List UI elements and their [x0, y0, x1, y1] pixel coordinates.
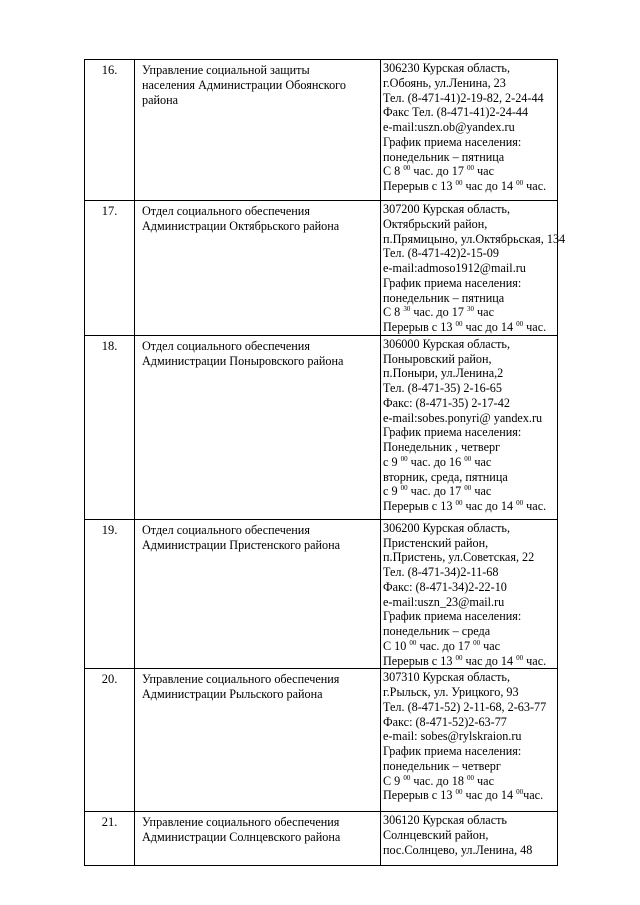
contact-text: 307200 Курская область, [383, 202, 511, 216]
office-name-line: Отдел социального обеспечения [142, 204, 310, 218]
time-minutes: 00 [464, 484, 472, 493]
contact-text: Тел. (8-471-42)2-15-09 [383, 246, 499, 261]
contact-text: 306120 Курская область [383, 813, 507, 828]
time-minutes: 00 [516, 788, 524, 797]
contact-text: e-mail:admoso1912@mail.ru [383, 261, 526, 275]
contact-text: Факс: (8-471-52)2-63-77 [383, 714, 507, 729]
contact-line [383, 550, 557, 565]
contact-text: час. до 16 [407, 454, 465, 469]
contact-line [383, 396, 557, 411]
contact-text: 307310 Курская область, [383, 670, 511, 685]
contact-text: час до 14 [462, 179, 517, 193]
contact-line [383, 499, 557, 514]
contact-line [383, 788, 557, 803]
row-number: 19. [85, 519, 135, 669]
contact-line [383, 595, 557, 610]
row-number: 17. [85, 201, 135, 336]
time-minutes: 30 [403, 305, 411, 314]
row-number: 21. [85, 812, 135, 866]
contact-line [383, 521, 557, 536]
row-number: 20. [85, 669, 135, 812]
contact-text: Солнцевский район, [383, 828, 489, 842]
contact-line [383, 670, 557, 685]
contact-text: час до 14 [462, 653, 517, 668]
office-name-line: Администрации Октябрьского района [142, 218, 340, 233]
contact-text: час. до 17 [410, 164, 467, 179]
contact-text: 306200 Курская область, [383, 520, 511, 535]
time-minutes: 00 [455, 788, 463, 797]
time-minutes: 00 [516, 320, 524, 328]
contact-text: час. до 18 [410, 773, 467, 788]
contact-text: час. до 17 [410, 305, 467, 320]
contact-line [383, 843, 557, 858]
contact-text: час [480, 638, 501, 653]
contact-line [383, 440, 557, 455]
contact-text: С 10 [383, 638, 410, 653]
time-minutes: 00 [516, 179, 524, 187]
contact-line [383, 455, 557, 470]
contact-text: вторник, среда, пятница [383, 469, 508, 484]
contact-text: График приема населения: [383, 425, 522, 440]
contact-line [383, 61, 557, 76]
contact-text: час [471, 484, 492, 499]
table-row [85, 519, 558, 669]
contact-line [383, 91, 557, 106]
office-name-line: Администрации Пристенского района [142, 537, 341, 552]
time-minutes: 00 [400, 484, 408, 493]
contact-text: час [471, 454, 492, 469]
contact-text: График приема населения: [383, 134, 522, 149]
table-row [85, 335, 558, 519]
time-minutes: 00 [403, 164, 411, 173]
contact-text: час. до 17 [407, 484, 465, 499]
contact-line [383, 352, 557, 367]
contact-line [383, 337, 557, 352]
contact-line [383, 150, 557, 165]
contact-line [383, 536, 557, 551]
document-page [84, 59, 566, 866]
contact-text: п.Пристень, ул.Советская, 22 [383, 550, 535, 565]
contact-line [383, 744, 557, 759]
time-minutes: 00 [516, 499, 524, 507]
contact-text: Тел. (8-471-34)2-11-68 [383, 565, 499, 579]
contact-line [383, 366, 557, 381]
contact-text: Тел. (8-471-41)2-19-82, 2-24-44 [383, 90, 544, 105]
contact-line [383, 624, 557, 639]
contact-line [383, 828, 557, 843]
contact-text: час. до 17 [416, 638, 474, 653]
contact-text: e-mail:uszn.ob@yandex.ru [383, 120, 515, 134]
contact-line [383, 217, 557, 232]
contact-text: Факс: (8-471-34)2-22-10 [383, 579, 507, 594]
contact-line [383, 700, 557, 715]
contact-text: с 9 [383, 454, 401, 469]
contact-text: Перерыв с 13 [383, 788, 456, 803]
time-minutes: 00 [516, 653, 524, 662]
contact-text: час [474, 305, 494, 320]
contact-text: Перерыв с 13 [383, 179, 456, 193]
office-name [135, 669, 381, 812]
time-minutes: 00 [455, 499, 463, 507]
contact-text: Факс: (8-471-35) 2-17-42 [383, 395, 510, 410]
contact-line [383, 105, 557, 120]
contact-text: График приема населения: [383, 609, 522, 624]
contact-text: Поныровский район, [383, 351, 492, 366]
contact-text: График приема населения: [383, 275, 522, 290]
contact-line [383, 164, 557, 179]
time-minutes: 30 [467, 305, 474, 314]
contact-text: п.Прямицыно, ул.Октябрьская, 134 [383, 231, 566, 246]
time-minutes: 00 [409, 638, 417, 647]
time-minutes: 00 [400, 454, 408, 463]
contact-line [383, 231, 566, 247]
table-row [85, 60, 558, 201]
contact-text: Понедельник , четверг [383, 440, 501, 454]
contact-text: Перерыв с 13 [383, 320, 456, 334]
contact-text: e-mail:sobes.ponyri@ yandex.ru [383, 410, 543, 425]
contact-text: Перерыв с 13 [383, 499, 456, 513]
table-row [85, 201, 558, 336]
contact-line [383, 320, 557, 335]
office-name-line: Администрации Солнцевского района [142, 830, 341, 845]
contact-text: e-mail:uszn_23@mail.ru [383, 594, 505, 609]
row-number: 18. [85, 335, 135, 519]
contact-line [383, 305, 557, 320]
office-name-line: Отдел социального обеспечения [142, 522, 310, 537]
contact-text: Факс Тел. (8-471-41)2-24-44 [383, 105, 529, 120]
time-minutes: 00 [455, 320, 463, 328]
contact-line [383, 759, 557, 774]
contact-line [383, 202, 557, 217]
contact-line [383, 715, 557, 730]
contact-line [383, 76, 557, 91]
contact-text: Тел. (8-471-52) 2-11-68, 2-63-77 [383, 699, 547, 714]
contact-text: Октябрьский район, [383, 216, 488, 231]
time-minutes: 00 [467, 164, 474, 173]
office-name-line: Отдел социального обеспечения [142, 338, 310, 353]
contact-line [383, 425, 557, 440]
time-minutes: 00 [403, 773, 411, 782]
office-name-line: Управление социального обеспечения [142, 815, 340, 830]
contact-line [383, 135, 557, 150]
contact-line [383, 565, 557, 580]
contact-text: Тел. (8-471-35) 2-16-65 [383, 381, 502, 395]
contact-text: пос.Солнцево, ул.Ленина, 48 [383, 842, 533, 857]
contact-text: с 9 [383, 484, 401, 499]
office-name-line: Администрации Поныровского района [142, 353, 344, 368]
time-minutes: 00 [455, 653, 463, 662]
contact-text: час [474, 164, 494, 179]
contact-text: час. [523, 320, 547, 334]
contact-text: час. [523, 788, 544, 803]
office-name-line: населения Администрации Обоянского [142, 77, 346, 92]
contact-text: п.Поныри, ул.Ленина,2 [383, 366, 504, 381]
contact-line [383, 381, 557, 396]
contact-line [383, 685, 557, 700]
office-contacts [381, 335, 558, 519]
office-contacts [381, 812, 558, 866]
office-name [135, 519, 381, 669]
contact-line [383, 120, 557, 135]
table-row [85, 812, 558, 866]
contact-text: час. [523, 179, 547, 193]
contact-line [383, 179, 557, 194]
office-name-line: Управление социального обеспечения [142, 672, 340, 687]
contact-line [383, 609, 557, 624]
contact-text: График приема населения: [383, 744, 522, 758]
contact-text: Перерыв с 13 [383, 653, 456, 668]
contact-text: г.Обоянь, ул.Ленина, 23 [383, 75, 506, 90]
contact-text: час до 14 [462, 499, 517, 513]
contact-text: понедельник – четверг [383, 758, 501, 773]
office-name-line: Администрации Рыльского района [142, 687, 323, 702]
contact-text: понедельник – пятница [383, 290, 505, 305]
contact-line [383, 261, 557, 276]
offices-table [84, 59, 566, 866]
contact-line [383, 246, 557, 261]
contact-text: г.Рыльск, ул. Урицкого, 93 [383, 685, 519, 699]
contact-text: С 8 [383, 164, 404, 179]
contact-text: Пристенский район, [383, 535, 489, 550]
contact-text: час [474, 773, 494, 788]
contact-text: час до 14 [462, 788, 517, 803]
time-minutes: 00 [473, 638, 481, 647]
contact-line [383, 411, 557, 426]
contact-text: 306000 Курская область, [383, 336, 511, 351]
office-name-line: района [142, 92, 179, 107]
contact-line [383, 470, 557, 485]
contact-line [383, 580, 557, 595]
contact-text: час до 14 [462, 320, 517, 334]
contact-text: час. [523, 499, 547, 513]
contact-line [383, 484, 557, 499]
contact-text: понедельник – среда [383, 624, 491, 638]
office-contacts [381, 519, 558, 669]
contact-line [383, 774, 557, 789]
contact-line [383, 654, 557, 669]
office-name [135, 812, 381, 866]
contact-text: С 9 [383, 773, 404, 788]
office-name [135, 335, 381, 519]
office-name [135, 201, 381, 336]
contact-line [383, 291, 557, 306]
office-contacts [381, 60, 558, 201]
contact-text: e-mail: sobes@rylskraion.ru [383, 729, 522, 744]
contact-text: понедельник – пятница [383, 149, 505, 164]
contact-line [383, 813, 557, 828]
office-contacts [381, 669, 558, 812]
contact-line [383, 276, 557, 291]
office-contacts [381, 201, 566, 336]
contact-text: 306230 Курская область, [383, 61, 511, 75]
time-minutes: 00 [455, 179, 463, 187]
contact-line [383, 639, 557, 654]
table-row [85, 669, 558, 812]
contact-line [383, 729, 557, 744]
office-name [135, 60, 381, 201]
time-minutes: 00 [467, 773, 474, 782]
office-name-line: Управление социальной защиты [142, 63, 310, 77]
row-number: 16. [85, 60, 135, 201]
contact-text: С 8 [383, 305, 404, 320]
time-minutes: 00 [464, 454, 472, 463]
contact-text: час. [523, 653, 547, 668]
